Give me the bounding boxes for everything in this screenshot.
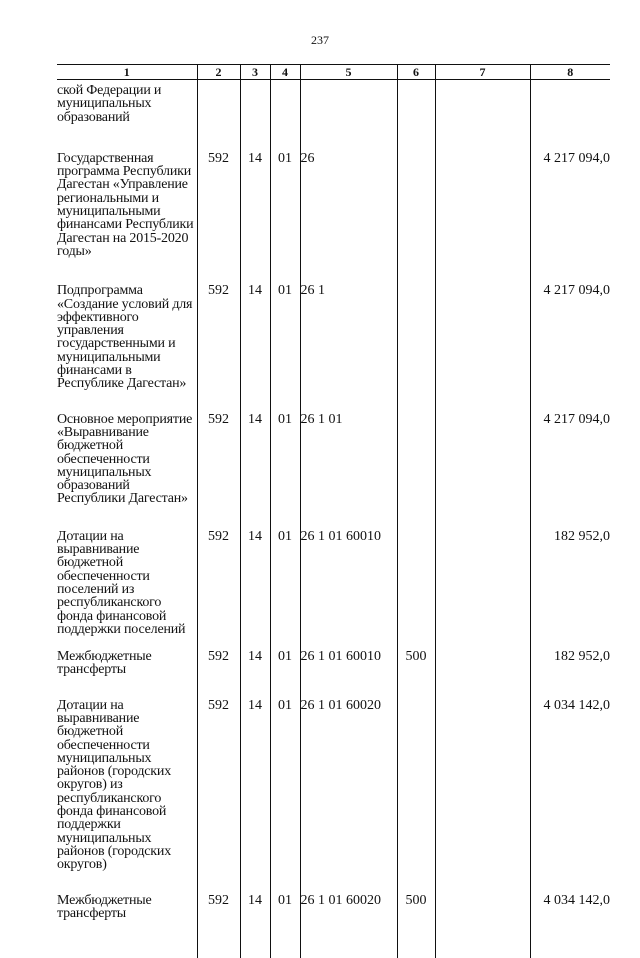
- cell-amount: 4 034 142,0: [530, 894, 610, 958]
- cell-ministry-code: 592: [197, 650, 240, 699]
- cell-section: 14: [240, 284, 270, 412]
- cell-target-article: 26 1: [300, 284, 397, 412]
- cell-expense-type: 500: [397, 894, 435, 958]
- cell-section: 14: [240, 152, 270, 284]
- cell-name: Подпрограмма «Создание условий для эффективного управления государственными и муниципальными финансами в Республике Дагестан»: [57, 284, 197, 412]
- cell-ministry-code: 592: [197, 413, 240, 530]
- cell-subsection: [270, 80, 300, 152]
- cell-subsection: 01: [270, 650, 300, 699]
- cell-section: 14: [240, 650, 270, 699]
- cell-section: 14: [240, 894, 270, 958]
- cell-name: ской Федерации и муниципальных образований: [57, 80, 197, 152]
- cell-subsection: 01: [270, 699, 300, 894]
- cell-expense-type: [397, 413, 435, 530]
- col-header-1: 1: [57, 65, 197, 80]
- cell-target-article: 26 1 01 60010: [300, 530, 397, 650]
- table-row: [57, 152, 610, 284]
- cell-ministry-code: 592: [197, 152, 240, 284]
- col-header-3: 3: [240, 65, 270, 80]
- cell-ministry-code: 592: [197, 530, 240, 650]
- cell-section: [240, 80, 270, 152]
- cell-expense-type: [397, 699, 435, 894]
- col-header-2: 2: [197, 65, 240, 80]
- cell-amount: 4 217 094,0: [530, 284, 610, 412]
- cell-section: 14: [240, 413, 270, 530]
- cell-ministry-code: [197, 80, 240, 152]
- cell-name: Дотации на выравнивание бюджетной обеспеченности муниципальных районов (городских округов) из республиканского фонда финансовой поддержки муниципальных районов (городских округов): [57, 699, 197, 894]
- cell-name: Межбюджетные трансферты: [57, 650, 197, 699]
- table-body: [57, 80, 610, 958]
- cell-amount: [530, 80, 610, 152]
- table-row: [57, 894, 610, 958]
- cell-col7: [435, 284, 530, 412]
- cell-target-article: [300, 80, 397, 152]
- cell-amount: 4 217 094,0: [530, 413, 610, 530]
- table-row: [57, 284, 610, 412]
- cell-section: 14: [240, 530, 270, 650]
- cell-subsection: 01: [270, 530, 300, 650]
- cell-amount: 4 217 094,0: [530, 152, 610, 284]
- cell-col7: [435, 413, 530, 530]
- cell-name: Дотации на выравнивание бюджетной обеспеченности поселений из республиканского фонда финансовой поддержки поселений: [57, 530, 197, 650]
- cell-target-article: 26 1 01 60010: [300, 650, 397, 699]
- cell-name: Межбюджетные трансферты: [57, 894, 197, 958]
- table-row: [57, 413, 610, 530]
- cell-col7: [435, 894, 530, 958]
- col-header-7: 7: [435, 65, 530, 80]
- table-row: [57, 80, 610, 152]
- cell-name: Государственная программа Республики Дагестан «Управление региональными и муниципальными финансами Республики Дагестан на 2015-2020 годы»: [57, 152, 197, 284]
- cell-subsection: 01: [270, 894, 300, 958]
- col-header-4: 4: [270, 65, 300, 80]
- table-row: [57, 699, 610, 894]
- table-row: [57, 650, 610, 699]
- cell-target-article: 26 1 01 60020: [300, 894, 397, 958]
- cell-col7: [435, 80, 530, 152]
- cell-col7: [435, 530, 530, 650]
- cell-expense-type: [397, 152, 435, 284]
- cell-subsection: 01: [270, 284, 300, 412]
- col-header-8: 8: [530, 65, 610, 80]
- cell-ministry-code: 592: [197, 699, 240, 894]
- cell-amount: 4 034 142,0: [530, 699, 610, 894]
- page-number: 237: [311, 33, 329, 47]
- cell-target-article: 26 1 01 60020: [300, 699, 397, 894]
- cell-col7: [435, 699, 530, 894]
- header-row: [57, 65, 610, 80]
- budget-table: [57, 64, 610, 958]
- cell-ministry-code: 592: [197, 894, 240, 958]
- cell-subsection: 01: [270, 152, 300, 284]
- cell-amount: 182 952,0: [530, 650, 610, 699]
- cell-target-article: 26 1 01: [300, 413, 397, 530]
- cell-expense-type: [397, 80, 435, 152]
- cell-target-article: 26: [300, 152, 397, 284]
- cell-expense-type: [397, 284, 435, 412]
- cell-expense-type: 500: [397, 650, 435, 699]
- cell-section: 14: [240, 699, 270, 894]
- cell-subsection: 01: [270, 413, 300, 530]
- cell-col7: [435, 152, 530, 284]
- cell-col7: [435, 650, 530, 699]
- cell-name: Основное мероприятие «Выравнивание бюджетной обеспеченности муниципальных образований Республики Дагестан»: [57, 413, 197, 530]
- cell-amount: 182 952,0: [530, 530, 610, 650]
- cell-expense-type: [397, 530, 435, 650]
- cell-ministry-code: 592: [197, 284, 240, 412]
- col-header-6: 6: [397, 65, 435, 80]
- col-header-5: 5: [300, 65, 397, 80]
- table-row: [57, 530, 610, 650]
